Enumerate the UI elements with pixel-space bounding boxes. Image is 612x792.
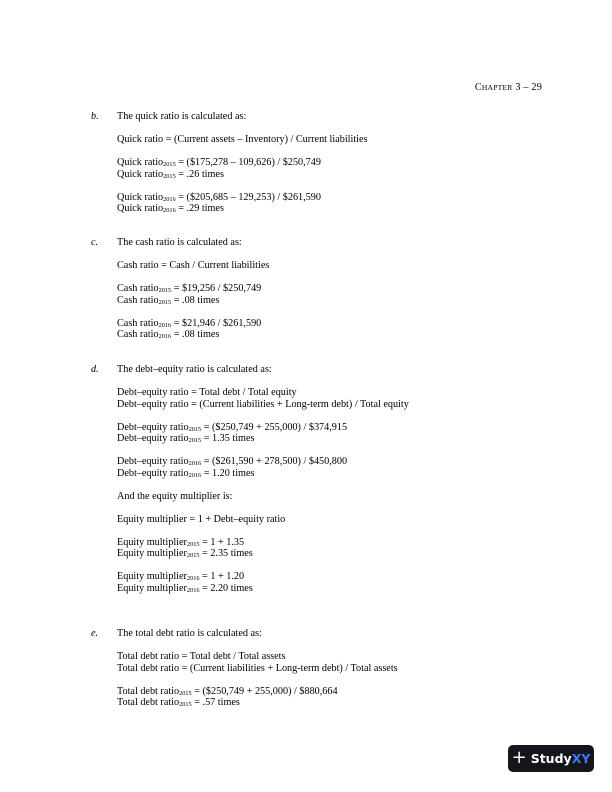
plus-icon: + xyxy=(511,746,527,768)
logo-text: StudyXY xyxy=(530,750,591,766)
page-header: CHAPTER 3 – 29 xyxy=(474,82,542,93)
formula: Total debt ratio = (Current liabilities + Long-term debt) / Total assets xyxy=(117,662,398,674)
section-d xyxy=(91,364,552,594)
section-label: e. xyxy=(91,628,99,639)
section-e xyxy=(91,628,552,709)
section-label: d. xyxy=(91,364,99,375)
calc-line: Equity multiplier$_{2015}$ = 1 + 1.35 xyxy=(117,536,245,548)
calc-line: Quick ratio$_{2015}$ = ($175,278 – 109,626) / $250,749 xyxy=(117,157,321,168)
calc-line: Equity multiplier$_{2016}$ = 1 + 1.20 xyxy=(117,571,245,582)
formula: Cash ratio = Cash / Current liabilities xyxy=(117,260,270,271)
result-line: Quick ratio$_{2015}$ = .26 times xyxy=(117,168,224,180)
studyxy-logo[interactable] xyxy=(508,745,594,772)
section-c xyxy=(91,237,552,341)
result-line: Total debt ratio$_{2015}$ = .57 times xyxy=(117,697,240,708)
result-line: Quick ratio$_{2016}$ = .29 times xyxy=(117,203,224,214)
section-label: c. xyxy=(91,237,99,248)
section-intro: And the equity multiplier is: xyxy=(117,490,233,502)
formula: Equity multiplier = 1 + Debt–equity ratio xyxy=(117,513,286,525)
calc-line: Quick ratio$_{2016}$ = ($205,685 – 129,253) / $261,590 xyxy=(117,191,321,203)
formula: Total debt ratio = Total debt / Total assets xyxy=(117,651,286,662)
result-line: Equity multiplier$_{2016}$ = 2.20 times xyxy=(117,582,253,594)
calc-line: Cash ratio$_{2016}$ = $21,946 / $261,590 xyxy=(117,317,262,329)
calc-line: Debt–equity ratio$_{2015}$ = ($250,749 + 255,000) / $374,915 xyxy=(117,421,348,433)
formula: Quick ratio = (Current assets – Inventory) / Current liabilities xyxy=(117,134,368,145)
section-intro: The cash ratio is calculated as: xyxy=(117,237,242,248)
calc-line: Debt–equity ratio$_{2016}$ = ($261,590 + 278,500) / $450,800 xyxy=(117,456,348,467)
result-line: Debt–equity ratio$_{2016}$ = 1.20 times xyxy=(117,467,255,479)
result-line: Debt–equity ratio$_{2015}$ = 1.35 times xyxy=(117,433,255,444)
section-intro: The debt–equity ratio is calculated as: xyxy=(117,364,272,375)
result-line: Equity multiplier$_{2015}$ = 2.35 times xyxy=(117,548,253,559)
calc-line: Total debt ratio$_{2015}$ = ($250,749 + 255,000) / $880,664 xyxy=(117,685,338,697)
result-line: Cash ratio$_{2015}$ = .08 times xyxy=(117,294,220,306)
section-intro: The quick ratio is calculated as: xyxy=(117,111,247,122)
section-label: b. xyxy=(91,111,99,122)
formula: Debt–equity ratio = (Current liabilities + Long-term debt) / Total equity xyxy=(117,398,409,410)
section-intro: The total debt ratio is calculated as: xyxy=(117,628,262,639)
section-b xyxy=(91,111,552,215)
formula: Debt–equity ratio = Total debt / Total equity xyxy=(117,387,297,398)
calc-line: Cash ratio$_{2015}$ = $19,256 / $250,749 xyxy=(117,283,262,294)
result-line: Cash ratio$_{2016}$ = .08 times xyxy=(117,329,220,340)
